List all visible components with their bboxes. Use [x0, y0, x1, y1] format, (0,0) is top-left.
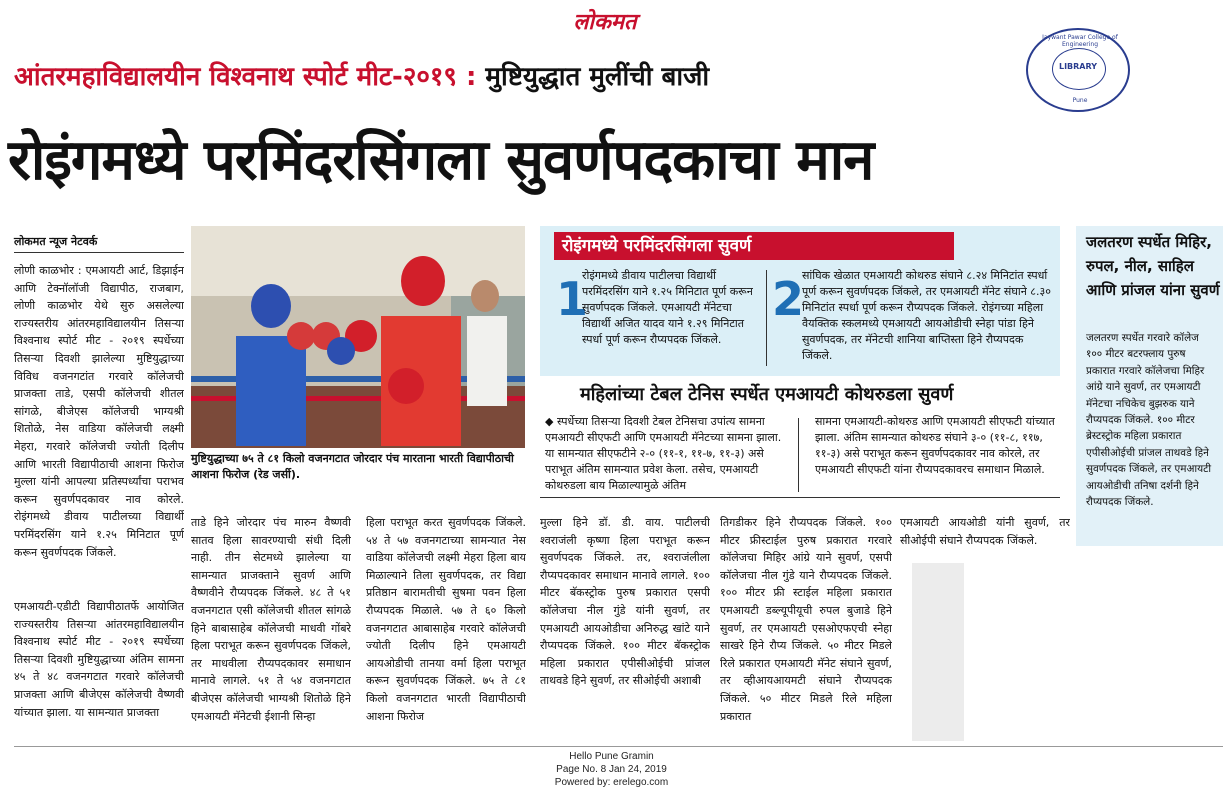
blank-space: [912, 563, 964, 741]
footer-page-date: Page No. 8 Jan 24, 2019: [556, 764, 667, 775]
footer-rule: [14, 746, 1223, 747]
article-column-5: तिगडीकर हिने रौप्यपदक जिंकले. १०० मीटर फ्रीस्टाईल पुरुष प्रकारात गरवारे कॉलेजचा मिहिर आंग्रे याने सुवर्ण, एसपी कॉलेजचा नील गुंडे याने रौप्यपदक जिंकले. १०० मीटर फ्री स्टाईल महिला प्रकारात एमआयटी डब्ल्यूपीयूची रुपल बुजाडे हिने सुवर्ण, तर एमआयटी एसओएफएची स्नेहा साखरे हिने रौप्य जिंकले. ५० मीटर मिडले रिले प्रकारात एमआयटी मॅनेट संघाने सुवर्ण, तर व्हीआयआयमटी संघाने रौप्यपदक जिंकले. ५० मीटर मिडले रिले महिला प्रकारात: [720, 516, 892, 723]
column-divider: [798, 418, 799, 492]
photo-caption: मुष्टियुद्धाच्या ७५ ते ८१ किलो वजनगटात जोरदार पंच मारताना भारती विद्यापीठाची आशना फिरोज (रेड जर्सी).: [191, 452, 514, 481]
footer-powered-by: Powered by: erelego.com: [554, 777, 669, 788]
table-tennis-text-right: सामना एमआयटी-कोथरुड आणि एमआयटी सीएफटी यांच्यात झाला. अंतिम सामन्यात कोथरुड संघाने ३-० (११-८, ११७, ११-३) असे पराभूत करून सुवर्णपदकावर नाव कोरले, तर एमआयटी सीएफटी यांना रौप्यपदकावरच समाधान मिळाले.: [815, 415, 1055, 476]
kicker-event: आंतरमहाविद्यालयीन विश्वनाथ स्पोर्ट मीट-२०१९ :: [14, 62, 477, 92]
table-tennis-text-left: ◆ स्पर्धेच्या तिसऱ्या दिवशी टेबल टेनिसचा उपांत्य सामना एमआयटी सीएफटी आणि एमआयटी मॅनेटच्या सामना झाला. या सामन्यात सीएफटीने २-० (११-१, ११-७, ११-३) असे पराभूत अंतिम सामन्यात प्रवेश केला. तसेच, एमआयटी कोथरुडला बाय मिळाल्यामुळे अंतिम: [545, 415, 782, 492]
article-column-6: एमआयटी आयओडी यांनी सुवर्ण, तर सीओईपी संघाने रौप्यपदक जिंकले.: [900, 516, 1070, 547]
swimming-heading: जलतरण स्पर्धेत मिहिर, रुपल, नील, साहिल आणि प्रांजल यांना सुवर्ण: [1086, 233, 1220, 299]
infobox-text-2: सांघिक खेळात एमआयटी कोथरुड संघाने ८.२४ मिनिटांत स्पर्धा पूर्ण करून सुवर्णपदक जिंकले, तर एमआयटी मॅनेट संघाने ८.३० मिनिटांत स्पर्धा पूर्ण करून रौप्यपदक जिंकले. रोइंगच्या महिला वैयक्तिक स्कलमध्ये एमआयटी आयओडीची स्नेहा पांडा हिने सुवर्णपदक, तर मॅनेटची शानिया बाप्तिस्ता हिने रौप्यपदक जिंकले.: [802, 269, 1051, 362]
kicker: [14, 58, 1014, 96]
article-column-2: ताडे हिने जोरदार पंच मारुन वैष्णवी सातव हिला सावरण्याची संधी दिली नाही. तीन सेटमध्ये झालेल्या या सामन्यात प्राजक्ताने सुवर्ण आणि वैष्णवीने रौप्यपदक जिंकले. ४८ ते ५१ वजनगटात एसी कॉलेजची शीतल सांगळे हिने बाबासाहेब कॉलेजची माधवी गोंबरे हिला पराभूत करून सुवर्णपदक जिंकले, तर माधवीला रौप्यपदकावर समाधान मानावे लागले. ५१ ते ५४ वजनगटात बीजेएस कॉलेजची भाग्यश्री शितोळे हिने एमआयटी मॅनेटची ईशानी सिन्हा: [191, 516, 351, 723]
stamp-ring-top: Jaywant Pawar College of Engineering: [1042, 34, 1118, 48]
boxing-photo: [191, 226, 525, 448]
article-column-3: हिला पराभूत करत सुवर्णपदक जिंकले. ५४ ते ५७ वजनगटाच्या सामन्यात नेस वाडिया कॉलेजची लक्ष्मी मेहरा हिला बाय मिळाल्याने तिला सुवर्णपदक, तर विद्या प्रतिष्ठान बारामतीची सुषमा पवन हिला रौप्यपदक मिळाले. ५७ ते ६० किलो वजनगटात आबासाहेब गरवारे कॉलेजची ज्योती दिलीप हिने एमआयटी आयओडीची तानया वर्मा हिला पराभूत करून सुवर्णपदक जिंकले. ७५ ते ८१ किलो वजनगटात भारती विद्यापीठाची आशना फिरोज: [366, 516, 526, 723]
infobox-text-1: रोइंगमध्ये डीवाय पाटीलचा विद्यार्थी परमिंदरसिंग याने १.२५ मिनिटात पूर्ण करून सुवर्णपदक जिंकले. एमआयटी मॅनेटचा विद्यार्थी अजित यादव याने १.२९ मिनिटात स्पर्धा पूर्ण करून रौप्यपदक जिंकले.: [582, 269, 753, 346]
page-footer: [500, 750, 723, 789]
swimming-text: जलतरण स्पर्धेत गरवारे कॉलेज १०० मीटर बटरफ्लाय पुरुष प्रकारात गरवारे कॉलेजचा मिहिर आंग्रे याने सुवर्ण, तर एमआयटी मॅनेटचा नचिकेच बुझरुक याने रौप्यपदक जिंकले. १०० मीटर ब्रेस्टस्ट्रोक महिला प्रकारात एपीसीओईची प्रांजल ताथवडे हिने सुवर्णपदक जिंकले, तर एमआयटी आयओडीची तनिषा दर्शनी हिने रौप्यपदक जिंकले.: [1086, 332, 1212, 509]
article-column-4: मुल्ला हिने डॉ. डी. वाय. पाटीलची श्वराजंली कृष्णा हिला पराभूत करून सुवर्णपदक जिंकले. तर, श्वराजंलीला रौप्यपदकावर समाधान मानावे लागले. १०० मीटर बॅकस्ट्रोक पुरुष प्रकारात एसपी कॉलेजचा नील गुंडे यांनी सुवर्ण, तर एमआयटी आयओडीचा अनिरुद्ध खांटे याने रौप्यपदक जिंकले. १०० मीटर बॅकस्ट्रोक महिला प्रकारात एपीसीओईची प्रांजल ताथवडे हिने सुवर्ण, तर सीओईची अशाबी: [540, 516, 710, 688]
footer-edition: Hello Pune Gramin: [569, 751, 654, 762]
table-tennis-heading: महिलांच्या टेबल टेनिस स्पर्धेत एमआयटी कोथरुडला सुवर्ण: [580, 384, 954, 405]
infobox-number-2: 2: [772, 272, 805, 326]
library-stamp: [1026, 28, 1130, 112]
rowing-infobox: [540, 226, 1060, 376]
masthead-logo: लोकमत: [573, 9, 637, 35]
stamp-ring-bottom: Pune: [1072, 97, 1088, 104]
byline: लोकमत न्यूज नेटवर्क: [14, 234, 184, 253]
swimming-sidebar: [1076, 226, 1223, 546]
article-column-1: लोणी काळभोर : एमआयटी आर्ट, डिझाईन आणि टेक्नॉलॉजी विद्यापीठ, राजबाग, लोणी काळभोर येथे सुरु असलेल्या राज्यस्तरीय आंतरमहाविद्यालयीन तिसऱ्या विश्वनाथ स्पोर्ट मीट - २०१९ स्पर्धेच्या तिसऱ्या दिवशी झालेल्या मुष्टियुद्धाच्या विविध वजनगटांत गरवारे कॉलेजची प्राजक्ता ताडे, एसपी कॉलेजची शीतल सांगळे, बीजेएस कॉलेजची भाग्यश्री शितोळे, नेस वाडिया कॉलेजची लक्ष्मी मेहरा, गरवारे कॉलेजची ज्योती दिलीप आणि भारती विद्यापीठाची आशना फिरोज मुल्ला यांनी आपल्या प्रतिस्पर्ध्यांचा पराभव करून सुवर्णपदकावर नाव कोरले. रोइंगमध्ये डीवाय पाटीलच्या विद्यार्थी परमिंदरसिंग याने १.२५ मिनिटात पूर्ण करून सुवर्णपदक जिंकले.: [14, 264, 184, 559]
stamp-label: LIBRARY: [1058, 62, 1098, 71]
infobox-number-1: 1: [556, 272, 589, 326]
infobox-title: रोइंगमध्ये परमिंदरसिंगला सुवर्ण: [554, 232, 954, 260]
section-divider: [540, 497, 1060, 498]
page-headline: रोइंगमध्ये परमिंदरसिंगला सुवर्णपदकाचा मान: [8, 128, 874, 193]
article-column-1b: एमआयटी-एडीटी विद्यापीठातर्फे आयोजित राज्यस्तरीय तिसऱ्या आंतरमहाविद्यालयीन विश्वनाथ स्पोर्ट मीट - २०१९ स्पर्धेच्या तिसऱ्या दिवशी मुष्टियुद्धाच्या अंतिम सामना ४५ ते ४८ वजनगटात गरवारे कॉलेजची प्राजक्ता आणि बीजेएस कॉलेजची वैष्णवी यांच्यात झाला. या सामन्यात प्राजक्ता: [14, 600, 184, 719]
kicker-subject: मुष्टियुद्धात मुलींची बाजी: [485, 62, 710, 92]
